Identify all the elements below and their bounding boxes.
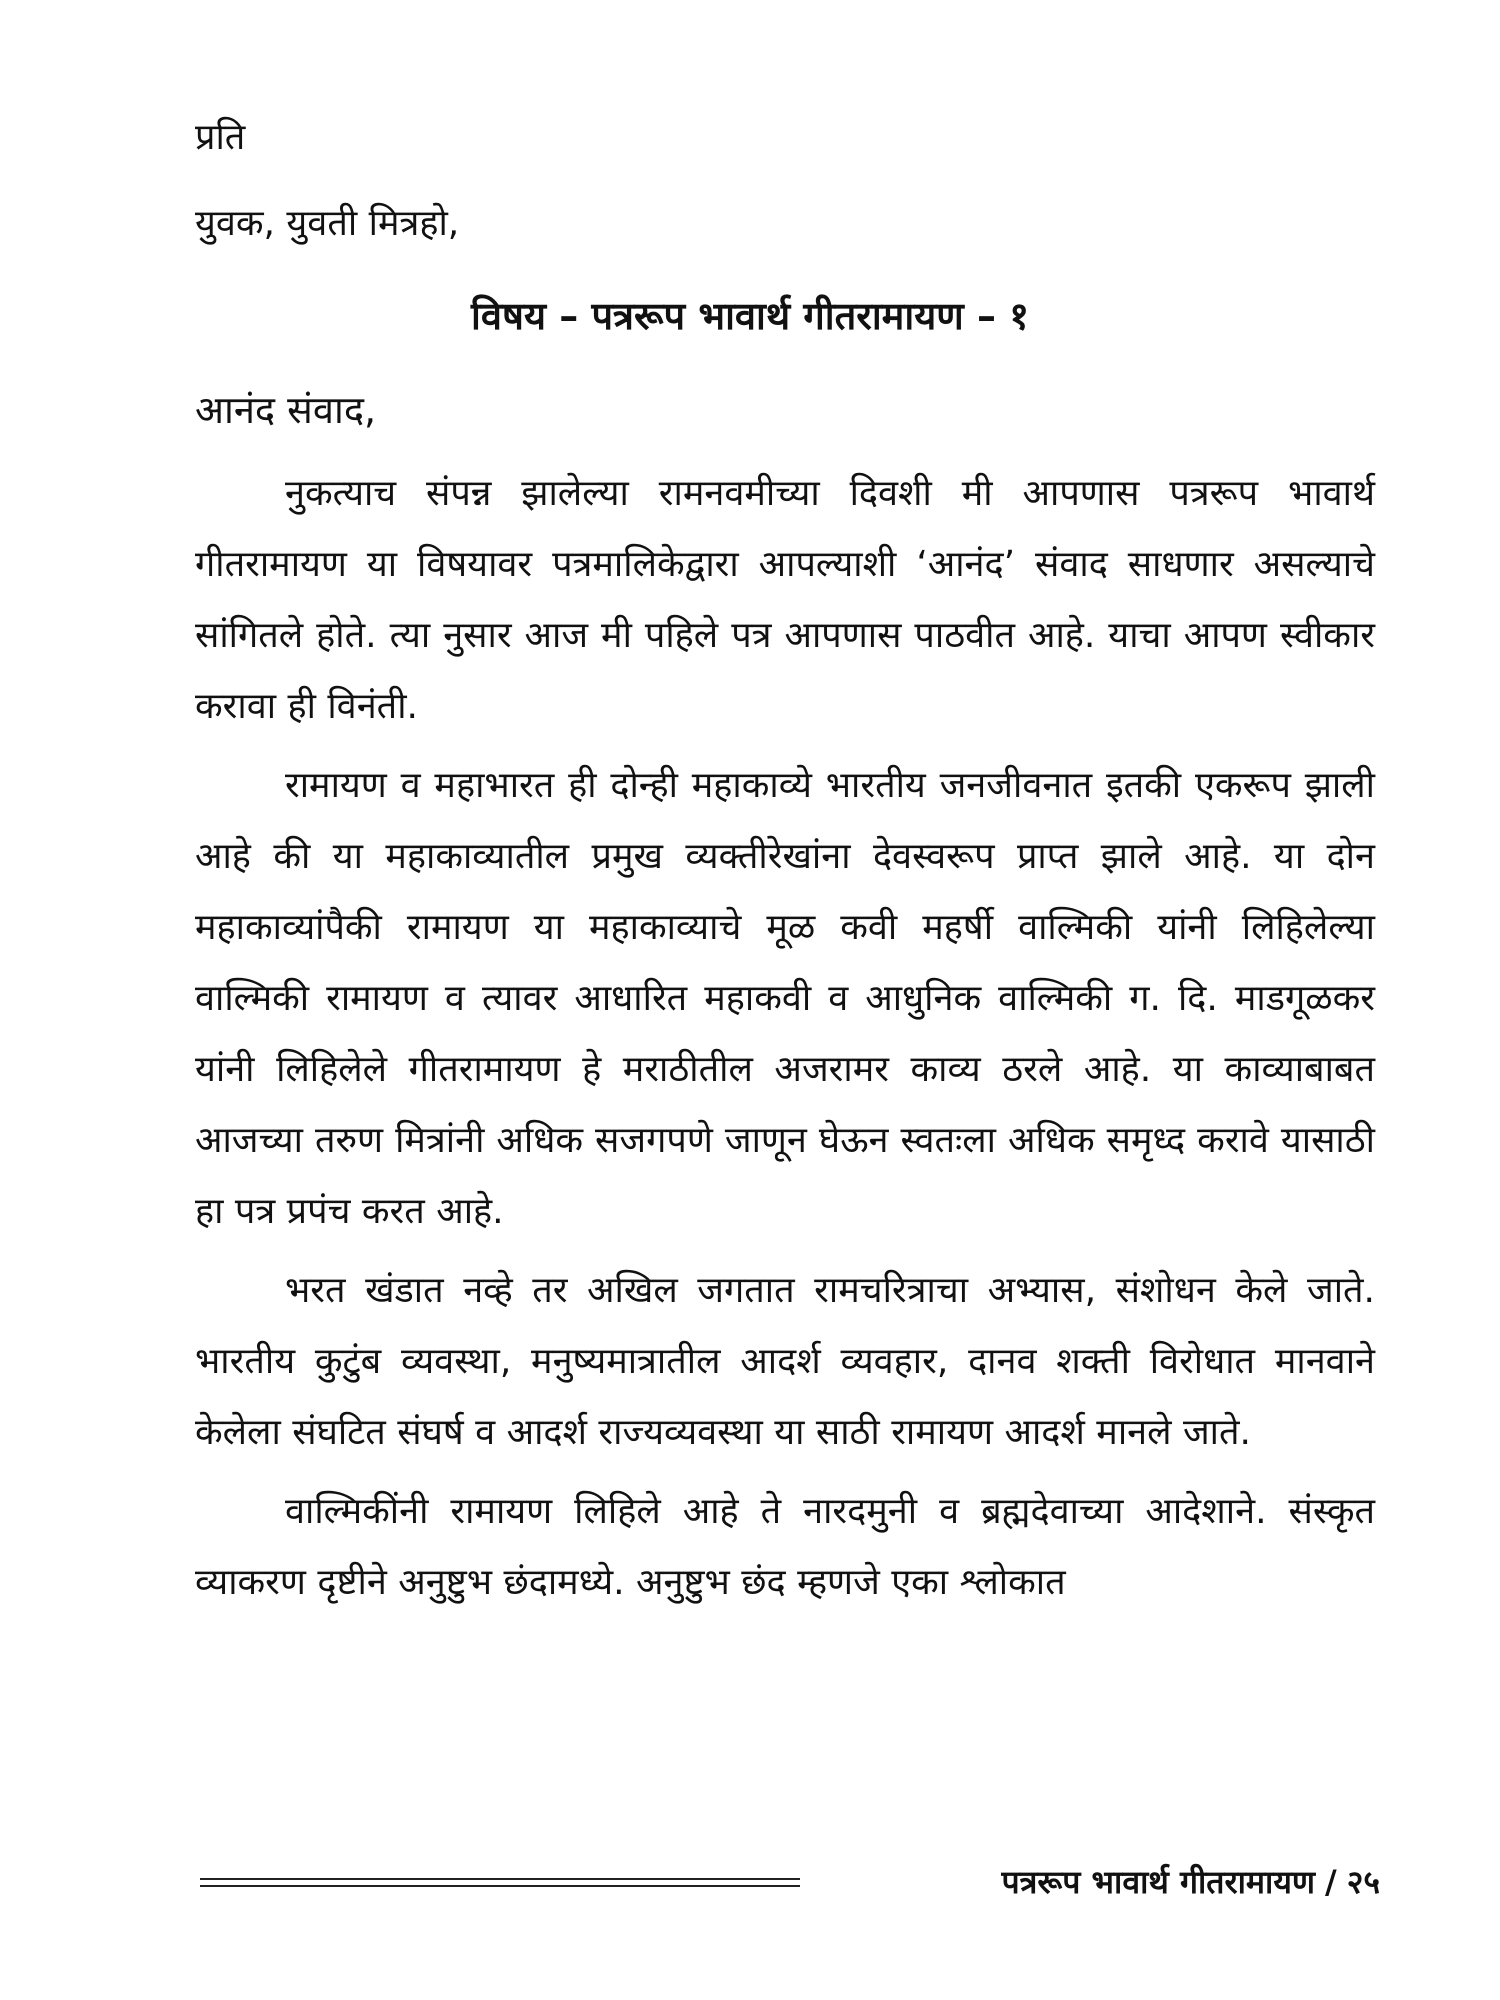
letter-body xyxy=(195,458,1375,1626)
letter-greeting: आनंद संवाद, xyxy=(195,388,377,432)
page-number: २५ xyxy=(1346,1863,1380,1901)
paragraph-3: भरत खंडात नव्हे तर अखिल जगतात रामचरित्राचा अभ्यास, संशोधन केले जाते. भारतीय कुटुंब व्यवस्था, मनुष्यमात्रातील आदर्श व्यवहार, दानव शक्ती विरोधात मानवाने केलेला संघटित संघर्ष व आदर्श राज्यव्यवस्था या साठी रामायण आदर्श मानले जाते. xyxy=(195,1270,1375,1453)
footer-separator: / xyxy=(1325,1863,1337,1901)
running-footer xyxy=(1002,1860,1380,1903)
paragraph-1: नुकत्याच संपन्न झालेल्या रामनवमीच्या दिवशी मी आपणास पत्ररूप भावार्थ गीतरामायण या विषयावर पत्रमालिकेद्वारा आपल्याशी ‘आनंद’ संवाद साधणार असल्याचे सांगितले होते. त्या नुसार आज मी पहिले पत्र आपणास पाठवीत आहे. याचा आपण स्वीकार करावा ही विनंती. xyxy=(195,473,1375,727)
footer-double-rule xyxy=(200,1878,800,1888)
paragraph-4: वाल्मिकींनी रामायण लिहिले आहे ते नारदमुनी व ब्रह्मदेवाच्या आदेशाने. संस्कृत व्याकरण दृष्टीने अनुष्टुभ छंदामध्ये. अनुष्टुभ छंद म्हणजे एका श्लोकात xyxy=(195,1491,1375,1603)
letter-to: प्रति xyxy=(195,117,246,158)
footer-rule-line xyxy=(200,1878,800,1880)
letter-subject: विषय – पत्ररूप भावार्थ गीतरामायण – १ xyxy=(471,294,1029,338)
footer-rule-line xyxy=(200,1885,800,1887)
letter-addressee: युवक, युवती मित्रहो, xyxy=(195,203,460,244)
footer-book-title: पत्ररूप भावार्थ गीतरामायण xyxy=(1001,1863,1316,1901)
paragraph-2: रामायण व महाभारत ही दोन्ही महाकाव्ये भारतीय जनजीवनात इतकी एकरूप झाली आहे की या महाकाव्यातील प्रमुख व्यक्तीरेखांना देवस्वरूप प्राप्त झाले आहे. या दोन महाकाव्यांपैकी रामायण या महाकाव्याचे मूळ कवी महर्षी वाल्मिकी यांनी लिहिलेल्या वाल्मिकी रामायण व त्यावर आधारित महाकवी व आधुनिक वाल्मिकी ग. दि. माडगूळकर यांनी लिहिलेले गीतरामायण हे मराठीतील अजरामर काव्य ठरले आहे. या काव्याबाबत आजच्या तरुण मित्रांनी अधिक सजगपणे जाणून घेऊन स्वतःला अधिक समृध्द करावे यासाठी हा पत्र प्रपंच करत आहे. xyxy=(195,765,1375,1232)
page-footer xyxy=(200,1860,1380,1906)
